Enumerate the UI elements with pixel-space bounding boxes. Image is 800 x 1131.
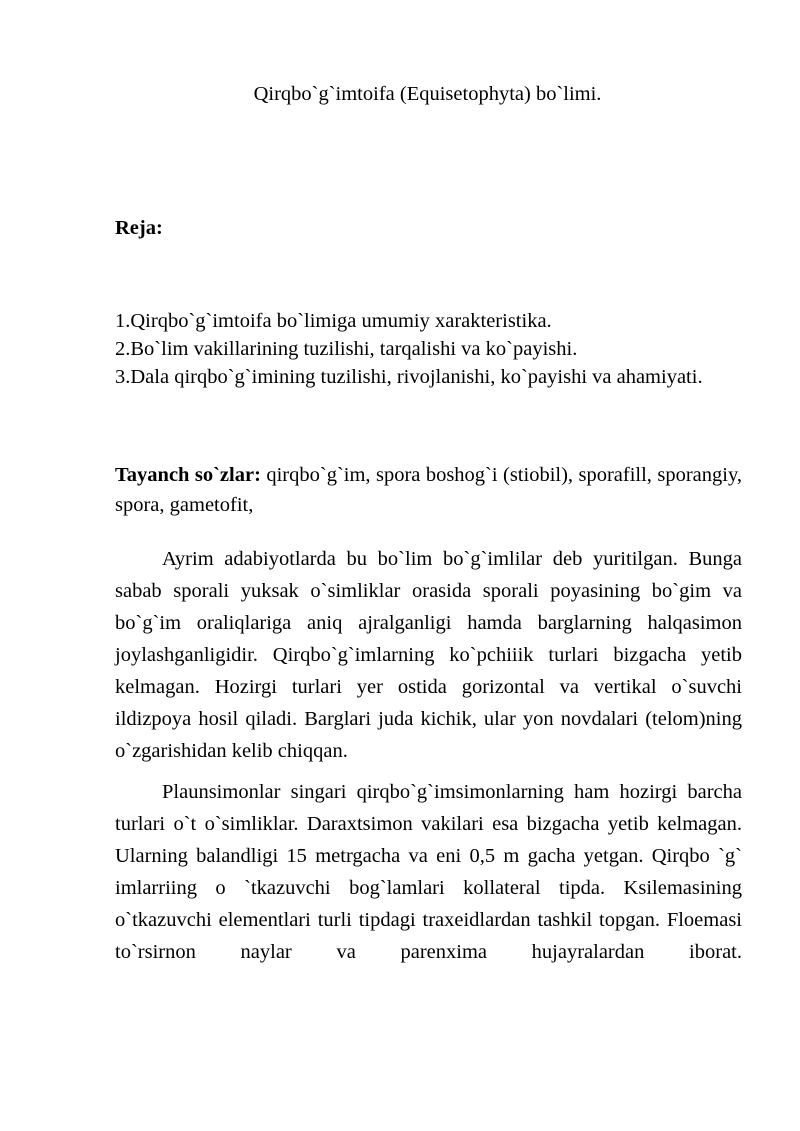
keywords-block [115,460,742,520]
keywords-text: qirqbo`g`im, spora boshog`i (stiobil), sporafill, sporangiy, spora, gametofit, [115,464,742,516]
plan-list [115,307,742,391]
plan-item-2: 2.Bo`lim vakillarining tuzilishi, tarqalishi va ko`payishi. [115,338,578,360]
plan-item-1: 1.Qirqbo`g`imtoifa bo`limiga umumiy xarakteristika. [115,310,552,332]
plan-heading: Reja: [115,217,163,239]
paragraph-2: Plaunsimonlar singari qirqbo`g`imsimonlarning ham hozirgi barcha turlari o`t o`simliklar. Daraxtsimon vakilari esa bizgacha yetib kelmagan. Ularning balandligi 15 metrgacha va eni 0,5 m gacha yetgan. Qirqbo `g` imlarriing o `tkazuvchi bog`lamlari kollateral tipda. Ksilemasining o`tkazuvchi elementlari turli tipdagi traxeidlardan tashkil topgan. Floemasi to`rsirnon naylar va parenxima hujayralardan iborat. [115,781,742,963]
keywords-label: Tayanch so`zlar: [115,464,261,486]
document-title: Qirqbo`g`imtoifa (Equisetophyta) bo`limi. [253,83,602,105]
paragraph-1: Ayrim adabiyotlarda bu bo`lim bo`g`imlilar deb yuritilgan. Bunga sabab sporali yuksak o`simliklar orasida sporali poyasining bo`gim va bo`g`im oraliqlariga aniq ajralganligi hamda barglarning halqasimon joylashganligidir. Qirqbo`g`imlarning ko`pchiiik turlari bizgacha yetib kelmagan. Hozirgi turlari yer ostida gorizontal va vertikal o`suvchi ildizpoya hosil qiladi. Barglari juda kichik, ular yon novdalari (telom)ning o`zgarishidan kelib chiqqan. [115,548,742,762]
body-text [115,543,742,968]
plan-item-3: 3.Dala qirqbo`g`imining tuzilishi, rivojlanishi, ko`payishi va ahamiyati. [115,366,703,388]
